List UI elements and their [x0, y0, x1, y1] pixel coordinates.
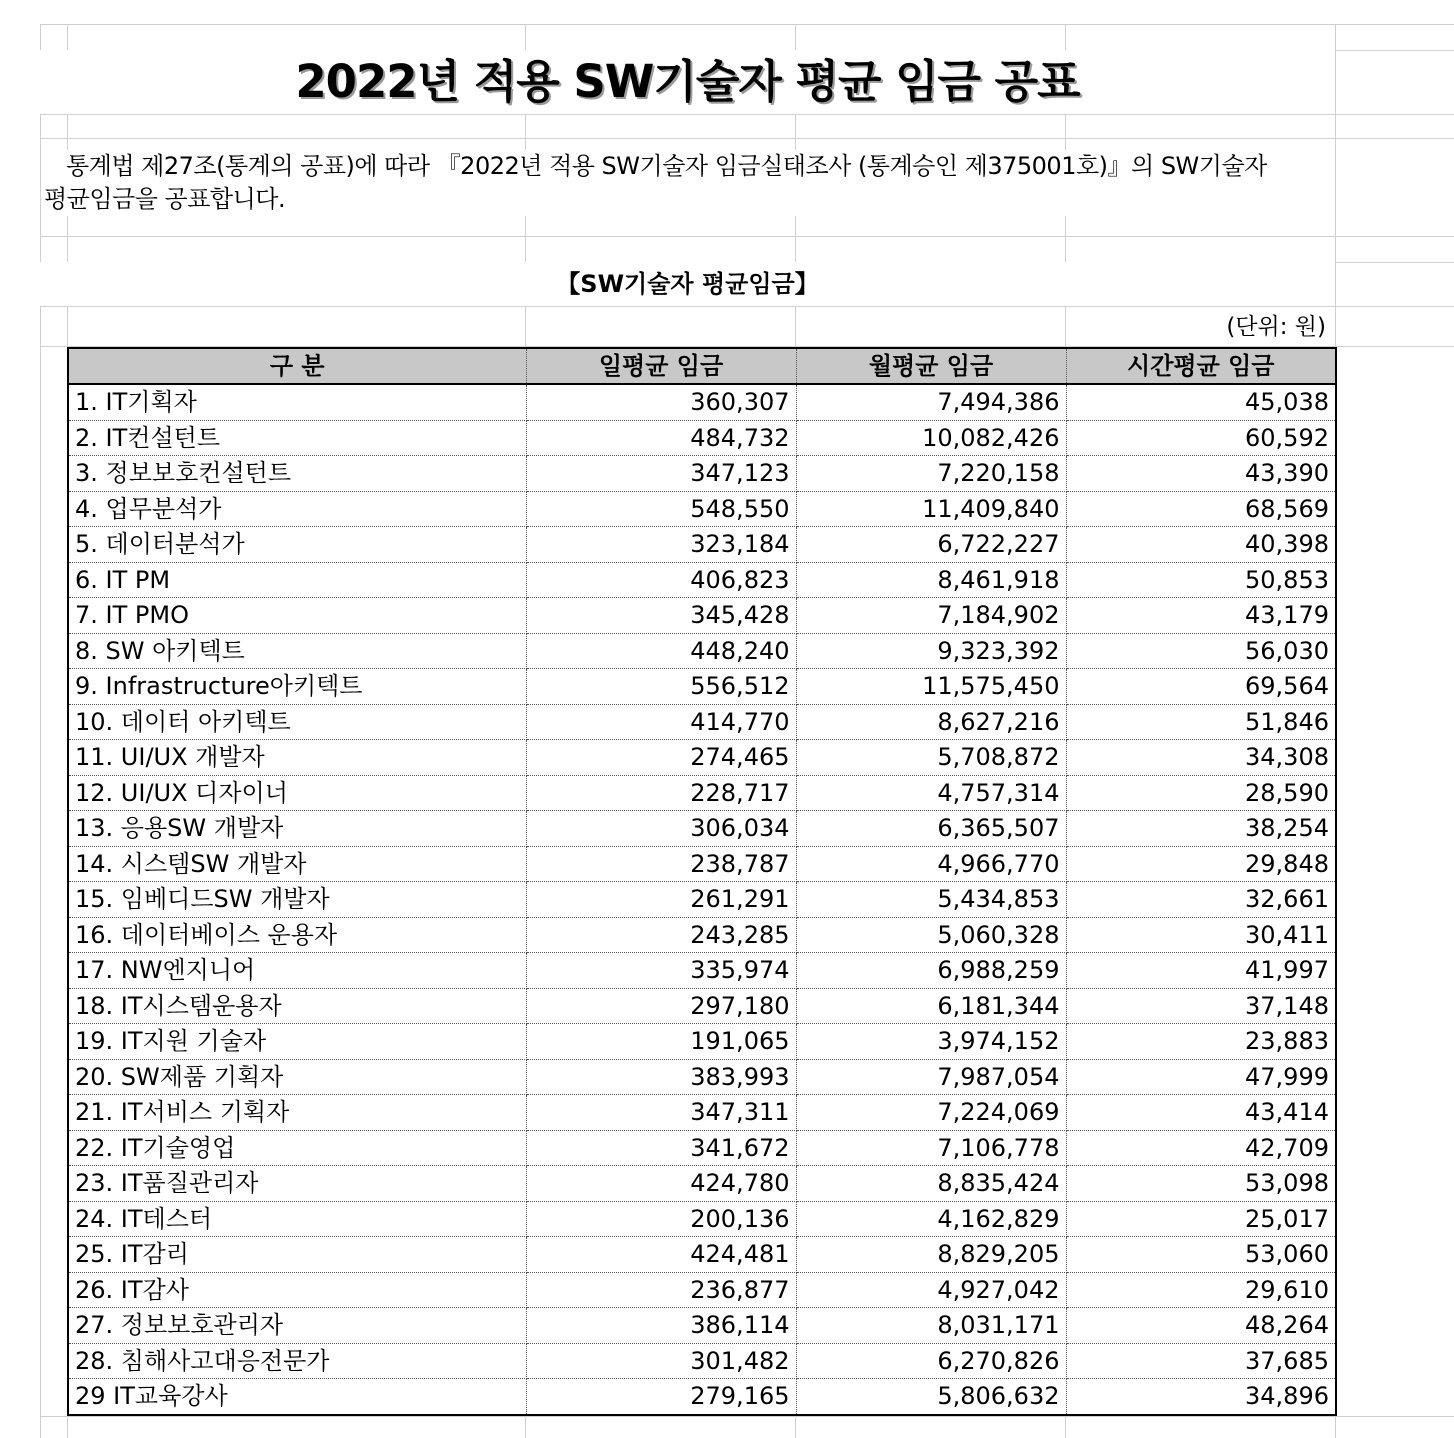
table-row	[68, 633, 1336, 669]
unit-label: (단위: 원)	[1226, 310, 1326, 344]
table-row	[68, 846, 1336, 882]
cell-job-title: 24. IT테스터	[68, 1201, 526, 1237]
cell-monthly-wage: 11,575,450	[796, 669, 1066, 705]
wage-table	[67, 347, 1337, 1416]
cell-hourly-wage: 38,254	[1066, 811, 1336, 847]
cell-monthly-wage: 6,988,259	[796, 953, 1066, 989]
cell-daily-wage: 200,136	[526, 1201, 796, 1237]
cell-daily-wage: 243,285	[526, 917, 796, 953]
cell-job-title: 15. 임베디드SW 개발자	[68, 882, 526, 918]
cell-daily-wage: 261,291	[526, 882, 796, 918]
cell-monthly-wage: 3,974,152	[796, 1024, 1066, 1060]
header-category: 구 분	[68, 348, 526, 384]
cell-job-title: 14. 시스템SW 개발자	[68, 846, 526, 882]
cell-job-title: 25. IT감리	[68, 1237, 526, 1273]
header-monthly-wage: 월평균 임금	[796, 348, 1066, 384]
cell-daily-wage: 347,123	[526, 456, 796, 492]
cell-daily-wage: 236,877	[526, 1272, 796, 1308]
cell-monthly-wage: 8,031,171	[796, 1308, 1066, 1344]
cell-monthly-wage: 7,494,386	[796, 384, 1066, 420]
table-row	[68, 527, 1336, 563]
cell-monthly-wage: 6,365,507	[796, 811, 1066, 847]
table-row	[68, 1237, 1336, 1273]
cell-daily-wage: 424,481	[526, 1237, 796, 1273]
table-row	[68, 811, 1336, 847]
cell-monthly-wage: 7,224,069	[796, 1095, 1066, 1131]
cell-daily-wage: 274,465	[526, 740, 796, 776]
cell-daily-wage: 484,732	[526, 420, 796, 456]
table-row	[68, 704, 1336, 740]
cell-job-title: 4. 업무분석가	[68, 491, 526, 527]
cell-job-title: 5. 데이터분석가	[68, 527, 526, 563]
cell-job-title: 2. IT컨설턴트	[68, 420, 526, 456]
cell-daily-wage: 306,034	[526, 811, 796, 847]
cell-hourly-wage: 29,848	[1066, 846, 1336, 882]
cell-daily-wage: 345,428	[526, 598, 796, 634]
table-row	[68, 1343, 1336, 1379]
table-row	[68, 384, 1336, 420]
cell-monthly-wage: 5,708,872	[796, 740, 1066, 776]
cell-hourly-wage: 68,569	[1066, 491, 1336, 527]
cell-job-title: 29 IT교육강사	[68, 1379, 526, 1415]
cell-daily-wage: 238,787	[526, 846, 796, 882]
cell-hourly-wage: 43,179	[1066, 598, 1336, 634]
table-row	[68, 1095, 1336, 1131]
cell-daily-wage: 386,114	[526, 1308, 796, 1344]
cell-hourly-wage: 34,308	[1066, 740, 1336, 776]
cell-daily-wage: 556,512	[526, 669, 796, 705]
cell-hourly-wage: 50,853	[1066, 562, 1336, 598]
cell-hourly-wage: 48,264	[1066, 1308, 1336, 1344]
table-row	[68, 1024, 1336, 1060]
cell-job-title: 8. SW 아키텍트	[68, 633, 526, 669]
cell-monthly-wage: 7,987,054	[796, 1059, 1066, 1095]
cell-monthly-wage: 5,806,632	[796, 1379, 1066, 1415]
cell-hourly-wage: 37,685	[1066, 1343, 1336, 1379]
cell-job-title: 27. 정보보호관리자	[68, 1308, 526, 1344]
cell-monthly-wage: 8,461,918	[796, 562, 1066, 598]
cell-hourly-wage: 25,017	[1066, 1201, 1336, 1237]
cell-monthly-wage: 4,757,314	[796, 775, 1066, 811]
cell-job-title: 1. IT기획자	[68, 384, 526, 420]
cell-hourly-wage: 29,610	[1066, 1272, 1336, 1308]
cell-job-title: 3. 정보보호컨설턴트	[68, 456, 526, 492]
cell-daily-wage: 279,165	[526, 1379, 796, 1415]
cell-monthly-wage: 8,835,424	[796, 1166, 1066, 1202]
cell-monthly-wage: 7,184,902	[796, 598, 1066, 634]
cell-monthly-wage: 9,323,392	[796, 633, 1066, 669]
cell-job-title: 26. IT감사	[68, 1272, 526, 1308]
cell-hourly-wage: 47,999	[1066, 1059, 1336, 1095]
cell-job-title: 28. 침해사고대응전문가	[68, 1343, 526, 1379]
cell-job-title: 19. IT지원 기술자	[68, 1024, 526, 1060]
table-row	[68, 669, 1336, 705]
cell-daily-wage: 448,240	[526, 633, 796, 669]
table-row	[68, 917, 1336, 953]
cell-monthly-wage: 5,434,853	[796, 882, 1066, 918]
cell-job-title: 16. 데이터베이스 운용자	[68, 917, 526, 953]
table-row	[68, 1201, 1336, 1237]
notice-line-2: 평균임금을 공표합니다.	[44, 185, 286, 213]
table-row	[68, 1059, 1336, 1095]
cell-daily-wage: 424,780	[526, 1166, 796, 1202]
cell-hourly-wage: 60,592	[1066, 420, 1336, 456]
table-row	[68, 988, 1336, 1024]
cell-daily-wage: 228,717	[526, 775, 796, 811]
table-row	[68, 882, 1336, 918]
cell-hourly-wage: 41,997	[1066, 953, 1336, 989]
table-row	[68, 1308, 1336, 1344]
table-row	[68, 491, 1336, 527]
section-title: 【SW기술자 평균임금】	[40, 262, 1335, 306]
cell-job-title: 9. Infrastructure아키텍트	[68, 669, 526, 705]
cell-daily-wage: 335,974	[526, 953, 796, 989]
cell-job-title: 18. IT시스템운용자	[68, 988, 526, 1024]
cell-monthly-wage: 6,270,826	[796, 1343, 1066, 1379]
table-row	[68, 740, 1336, 776]
cell-monthly-wage: 10,082,426	[796, 420, 1066, 456]
cell-job-title: 11. UI/UX 개발자	[68, 740, 526, 776]
cell-job-title: 21. IT서비스 기획자	[68, 1095, 526, 1131]
cell-hourly-wage: 28,590	[1066, 775, 1336, 811]
page-title: 2022년 적용 SW기술자 평균 임금 공표	[40, 50, 1335, 114]
cell-daily-wage: 548,550	[526, 491, 796, 527]
table-row	[68, 1166, 1336, 1202]
cell-hourly-wage: 45,038	[1066, 384, 1336, 420]
table-row	[68, 1130, 1336, 1166]
cell-monthly-wage: 4,927,042	[796, 1272, 1066, 1308]
cell-job-title: 10. 데이터 아키텍트	[68, 704, 526, 740]
cell-monthly-wage: 5,060,328	[796, 917, 1066, 953]
cell-monthly-wage: 8,627,216	[796, 704, 1066, 740]
cell-job-title: 12. UI/UX 디자이너	[68, 775, 526, 811]
cell-monthly-wage: 7,106,778	[796, 1130, 1066, 1166]
cell-daily-wage: 383,993	[526, 1059, 796, 1095]
cell-daily-wage: 323,184	[526, 527, 796, 563]
table-row	[68, 775, 1336, 811]
notice-text	[44, 150, 1324, 216]
notice-line-1: 통계법 제27조(통계의 공표)에 따라 『2022년 적용 SW기술자 임금실태조사 (통계승인 제375001호)』의 SW기술자	[66, 152, 1267, 180]
cell-job-title: 13. 응용SW 개발자	[68, 811, 526, 847]
cell-daily-wage: 191,065	[526, 1024, 796, 1060]
cell-hourly-wage: 43,390	[1066, 456, 1336, 492]
cell-daily-wage: 406,823	[526, 562, 796, 598]
cell-job-title: 23. IT품질관리자	[68, 1166, 526, 1202]
table-row	[68, 953, 1336, 989]
cell-hourly-wage: 56,030	[1066, 633, 1336, 669]
cell-job-title: 22. IT기술영업	[68, 1130, 526, 1166]
cell-hourly-wage: 34,896	[1066, 1379, 1336, 1415]
cell-daily-wage: 341,672	[526, 1130, 796, 1166]
cell-hourly-wage: 32,661	[1066, 882, 1336, 918]
cell-job-title: 20. SW제품 기획자	[68, 1059, 526, 1095]
cell-monthly-wage: 11,409,840	[796, 491, 1066, 527]
cell-hourly-wage: 53,060	[1066, 1237, 1336, 1273]
table-row	[68, 420, 1336, 456]
cell-job-title: 7. IT PMO	[68, 598, 526, 634]
cell-job-title: 6. IT PM	[68, 562, 526, 598]
table-row	[68, 598, 1336, 634]
cell-hourly-wage: 43,414	[1066, 1095, 1336, 1131]
cell-monthly-wage: 4,162,829	[796, 1201, 1066, 1237]
cell-hourly-wage: 23,883	[1066, 1024, 1336, 1060]
cell-hourly-wage: 40,398	[1066, 527, 1336, 563]
table-row	[68, 1379, 1336, 1415]
cell-daily-wage: 301,482	[526, 1343, 796, 1379]
table-row	[68, 456, 1336, 492]
cell-hourly-wage: 69,564	[1066, 669, 1336, 705]
cell-hourly-wage: 53,098	[1066, 1166, 1336, 1202]
cell-hourly-wage: 37,148	[1066, 988, 1336, 1024]
cell-daily-wage: 414,770	[526, 704, 796, 740]
cell-daily-wage: 360,307	[526, 384, 796, 420]
header-hourly-wage: 시간평균 임금	[1066, 348, 1336, 384]
cell-monthly-wage: 6,722,227	[796, 527, 1066, 563]
cell-monthly-wage: 6,181,344	[796, 988, 1066, 1024]
cell-hourly-wage: 42,709	[1066, 1130, 1336, 1166]
cell-monthly-wage: 7,220,158	[796, 456, 1066, 492]
cell-daily-wage: 347,311	[526, 1095, 796, 1131]
cell-hourly-wage: 30,411	[1066, 917, 1336, 953]
header-daily-wage: 일평균 임금	[526, 348, 796, 384]
cell-monthly-wage: 8,829,205	[796, 1237, 1066, 1273]
cell-hourly-wage: 51,846	[1066, 704, 1336, 740]
cell-daily-wage: 297,180	[526, 988, 796, 1024]
table-header-row	[68, 348, 1336, 384]
cell-job-title: 17. NW엔지니어	[68, 953, 526, 989]
cell-monthly-wage: 4,966,770	[796, 846, 1066, 882]
table-row	[68, 562, 1336, 598]
table-row	[68, 1272, 1336, 1308]
